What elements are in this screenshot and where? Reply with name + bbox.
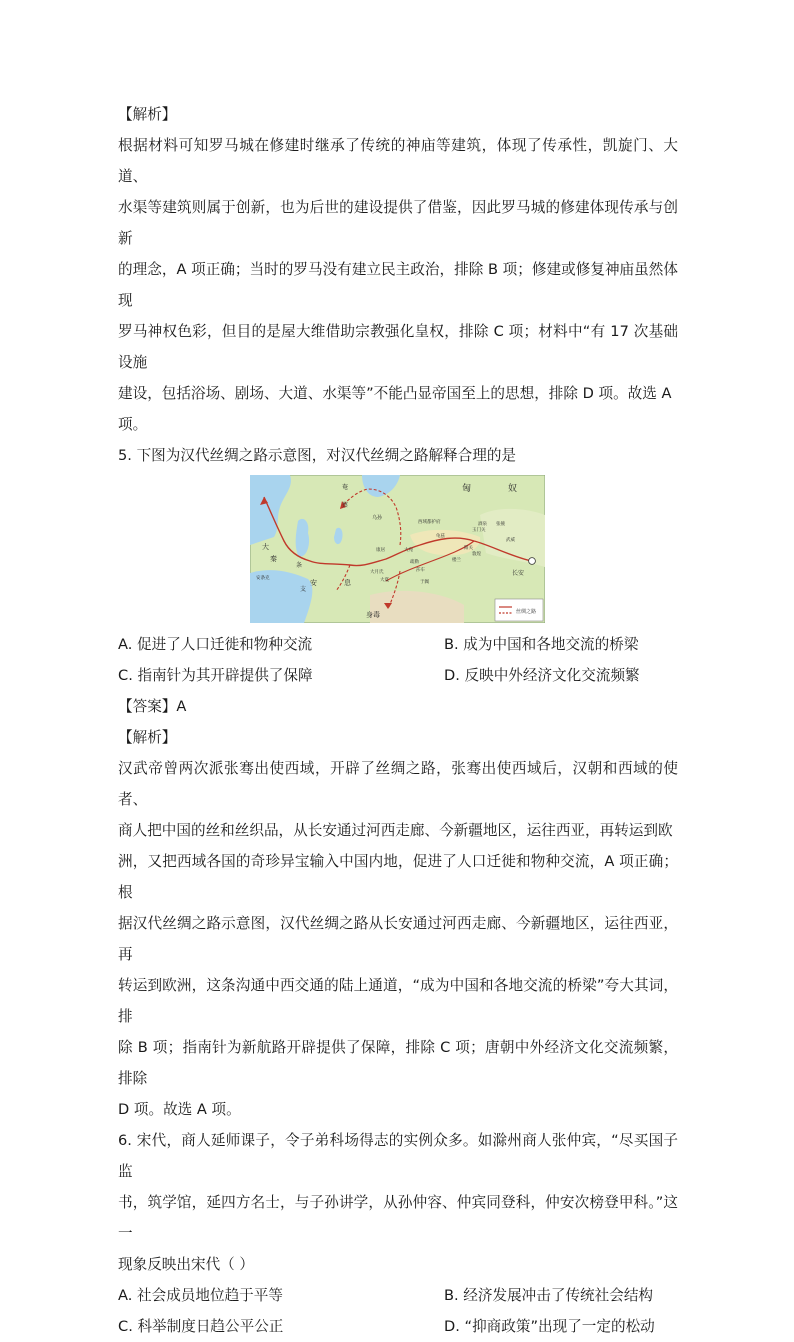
map-label-duhufu: 西域都护府 <box>418 520 441 525</box>
map-label-cai: 蔡 <box>342 502 349 509</box>
map-label-dunhuang: 敦煌 <box>472 552 481 557</box>
map-label-an: 安 <box>310 579 317 587</box>
option-d[interactable]: D. “抑商政策”出现了一定的松动 <box>444 1318 655 1335</box>
option-b[interactable]: B. 经济发展冲击了传统社会结构 <box>444 1287 654 1304</box>
map-label-wuwei: 武威 <box>506 538 515 543</box>
question-6-options-row-1 <box>118 1280 678 1311</box>
map-label-yumen: 玉门关 <box>472 528 486 533</box>
map-label-xiongnu-1: 匈 <box>462 484 472 494</box>
analysis-line: 建设，包括浴场、剧场、大道、水渠等”不能凸显帝国至上的思想，排除 D 项。故选 A <box>118 385 672 402</box>
option-a[interactable]: A. 社会成员地位趋于平等 <box>118 1287 283 1304</box>
option-a[interactable]: A. 促进了人口迁徙和物种交流 <box>118 636 313 653</box>
analysis-line: 罗马神权色彩，但目的是屋大维借助宗教强化皇权，排除 C 项；材料中“有 17 次基础设施 <box>118 323 678 371</box>
map-label-qin: 秦 <box>270 555 277 563</box>
analysis-heading: 【解析】 <box>118 729 177 746</box>
map-label-yan: 奄 <box>342 484 349 491</box>
silk-road-map-svg <box>250 475 545 623</box>
analysis-heading: 【解析】 <box>118 106 177 123</box>
analysis-line: 的理念，A 项正确；当时的罗马没有建立民主政治，排除 B 项；修建或修复神庙虽然体现 <box>118 261 678 309</box>
map-label-da: 大 <box>262 543 269 551</box>
option-b[interactable]: B. 成为中国和各地交流的桥梁 <box>444 636 639 653</box>
option-c[interactable]: C. 科举制度日趋公平公正 <box>118 1318 284 1335</box>
map-label-wusun: 乌孙 <box>372 515 383 521</box>
map-label-shule: 疏勒 <box>410 560 419 565</box>
map-label-jiuquan: 酒泉 <box>478 522 487 527</box>
analysis-line: 汉武帝曾两次派张骞出使西域，开辟了丝绸之路，张骞出使西域后，汉朝和西域的使者、 <box>118 760 678 808</box>
answer-label: 【答案】A <box>118 698 187 715</box>
question-5-stem: 5. 下图为汉代丝绸之路示意图，对汉代丝绸之路解释合理的是 <box>118 447 517 464</box>
map-legend-label: 丝绸之路 <box>516 609 537 615</box>
question-6-stem-line: 书，筑学馆，延四方名士，与子孙讲学，从孙仲容、仲宾同登科，仲安次榜登甲科。”这一 <box>118 1194 678 1242</box>
option-d[interactable]: D. 反映中外经济文化交流频繁 <box>444 667 640 684</box>
option-c[interactable]: C. 指南针为其开辟提供了保障 <box>118 667 313 684</box>
question-6-stem-line: 6. 宋代，商人延师课子，令子弟科场得志的实例众多。如滁州商人张仲宾，“尽买国子监 <box>118 1132 678 1180</box>
question-5-options-row-1 <box>118 629 678 660</box>
map-label-shache: 莎车 <box>416 568 425 573</box>
map-label-zhangye: 张掖 <box>496 522 505 527</box>
map-label-yutian: 于阗 <box>420 580 429 585</box>
map-label-changan: 长安 <box>512 570 525 577</box>
question-5-options-row-2 <box>118 660 678 691</box>
analysis-line: 转运到欧洲，这条沟通中西交通的陆上通道，“成为中国和各地交流的桥梁”夸大其词，排 <box>118 977 678 1025</box>
question-6-options-row-2 <box>118 1311 678 1342</box>
question-6-stem-line: 现象反映出宋代（ ） <box>118 1256 254 1273</box>
analysis-line: 商人把中国的丝和丝织品，从长安通过河西走廊、今新疆地区，运往西亚，再转运到欧 <box>118 822 673 839</box>
analysis-line: 水渠等建筑则属于创新，也为后世的建设提供了借鉴，因此罗马城的修建体现传承与创新 <box>118 199 678 247</box>
map-label-daxia: 大夏 <box>380 578 389 583</box>
map-label-dayuezhi: 大月氏 <box>370 570 384 575</box>
map-label-yangguan: 阳关 <box>464 546 473 551</box>
analysis-line: 洲，又把西域各国的奇珍异宝输入中国内地，促进了人口迁徙和物种交流，A 项正确；根 <box>118 853 678 901</box>
analysis-line: 除 B 项；指南针为新航路开辟提供了保障，排除 C 项；唐朝中外经济文化交流频繁，排除 <box>118 1039 678 1087</box>
map-label-qiuci: 龟兹 <box>436 534 445 539</box>
analysis-line: 项。 <box>118 416 148 433</box>
map-label-kangju: 康居 <box>376 548 385 553</box>
map-label-dawan: 大宛 <box>404 548 413 553</box>
map-label-xiongnu-2: 奴 <box>508 484 518 494</box>
map-label-loulan: 楼兰 <box>452 558 461 563</box>
document-content <box>118 99 678 1342</box>
silk-road-map <box>250 475 545 623</box>
map-label-zhi: 支 <box>300 586 307 593</box>
map-label-antiochia: 安条克 <box>256 576 270 581</box>
analysis-line: D 项。故选 A 项。 <box>118 1101 241 1118</box>
map-label-xi: 息 <box>344 579 351 587</box>
map-label-shendu: 身毒 <box>366 611 380 619</box>
analysis-line: 据汉代丝绸之路示意图，汉代丝绸之路从长安通过河西走廊、今新疆地区，运往西亚，再 <box>118 915 678 963</box>
analysis-line: 根据材料可知罗马城在修建时继承了传统的神庙等建筑，体现了传承性，凯旋门、大道、 <box>118 137 678 185</box>
map-label-tiao: 条 <box>296 562 303 569</box>
